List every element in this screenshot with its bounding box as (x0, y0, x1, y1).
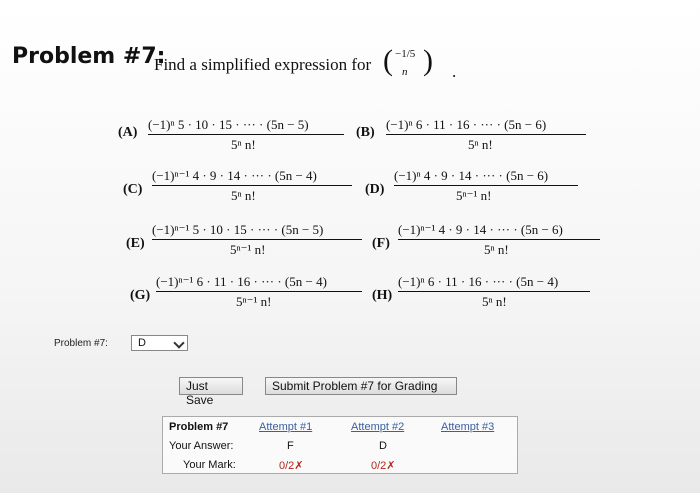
binomial-expression (383, 46, 438, 82)
attempt-2-link[interactable]: Attempt #2 (351, 421, 405, 433)
just-save-button[interactable]: Just Save (179, 377, 243, 395)
binom-bottom: n (402, 66, 408, 78)
option-numerator: (−1)ⁿ 5 · 10 · 15 · ··· · (5n − 5) (148, 117, 309, 132)
option-a (118, 117, 358, 157)
option-label: (D) (365, 182, 385, 197)
option-label: (C) (123, 182, 143, 197)
option-numerator: (−1)ⁿ⁻¹ 4 · 9 · 14 · ··· · (5n − 4) (152, 168, 317, 183)
option-denominator: 5ⁿ n! (231, 137, 256, 152)
option-h (372, 274, 612, 314)
fraction-bar (386, 134, 586, 135)
submit-grading-button[interactable]: Submit Problem #7 for Grading (265, 377, 457, 395)
option-label: (F) (372, 236, 390, 251)
attempt-1-mark: 0/2✗ (279, 460, 304, 472)
fraction-bar (148, 134, 344, 135)
option-label: (A) (118, 125, 138, 140)
attempt-2-mark: 0/2✗ (371, 460, 396, 472)
prompt-end: . (452, 62, 457, 81)
attempt-3-link[interactable]: Attempt #3 (441, 421, 495, 433)
fraction-bar (156, 291, 362, 292)
attempts-table (162, 416, 518, 474)
row-label-answer: Your Answer: (169, 440, 234, 452)
option-g (130, 274, 370, 314)
option-c (118, 168, 358, 208)
option-d (360, 168, 600, 208)
option-f (372, 222, 612, 262)
option-label: (G) (130, 288, 151, 303)
answer-label: Problem #7: (54, 338, 108, 349)
answer-select[interactable] (131, 335, 188, 351)
option-denominator: 5ⁿ n! (231, 188, 256, 203)
problem-prompt: Find a simplified expression for (154, 55, 372, 74)
option-numerator: (−1)ⁿ⁻¹ 5 · 10 · 15 · ··· · (5n − 5) (152, 222, 324, 237)
attempt-2-answer: D (379, 440, 387, 452)
attempt-1-answer: F (287, 440, 294, 452)
chevron-down-icon (173, 337, 184, 348)
fraction-bar (398, 291, 590, 292)
option-denominator: 5ⁿ⁻¹ n! (230, 242, 266, 257)
option-denominator: 5ⁿ n! (482, 294, 507, 309)
option-numerator: (−1)ⁿ 6 · 11 · 16 · ··· · (5n − 6) (386, 117, 547, 132)
problem-title: Problem #7: (12, 44, 166, 69)
binom-top: −1/5 (395, 48, 416, 60)
right-paren: ) (423, 44, 433, 77)
option-numerator: (−1)ⁿ 6 · 11 · 16 · ··· · (5n − 4) (398, 274, 559, 289)
option-denominator: 5ⁿ n! (468, 137, 493, 152)
option-denominator: 5ⁿ⁻¹ n! (236, 294, 272, 309)
option-label: (H) (372, 288, 393, 303)
attempts-header: Problem #7 (169, 421, 229, 433)
option-numerator: (−1)ⁿ 4 · 9 · 14 · ··· · (5n − 6) (394, 168, 549, 183)
fraction-bar (398, 239, 600, 240)
option-e (126, 222, 366, 262)
fraction-bar (152, 185, 352, 186)
option-denominator: 5ⁿ⁻¹ n! (456, 188, 492, 203)
fraction-bar (152, 239, 362, 240)
left-paren: ( (383, 44, 393, 77)
attempt-1-link[interactable]: Attempt #1 (259, 421, 313, 433)
option-label: (B) (356, 125, 375, 140)
option-label: (E) (126, 236, 145, 251)
option-numerator: (−1)ⁿ⁻¹ 4 · 9 · 14 · ··· · (5n − 6) (398, 222, 563, 237)
row-label-mark: Your Mark: (183, 459, 236, 471)
fraction-bar (394, 185, 578, 186)
answer-selected-value: D (138, 337, 146, 349)
option-numerator: (−1)ⁿ⁻¹ 6 · 11 · 16 · ··· · (5n − 4) (156, 274, 327, 289)
option-b (356, 117, 596, 157)
option-denominator: 5ⁿ n! (484, 242, 509, 257)
